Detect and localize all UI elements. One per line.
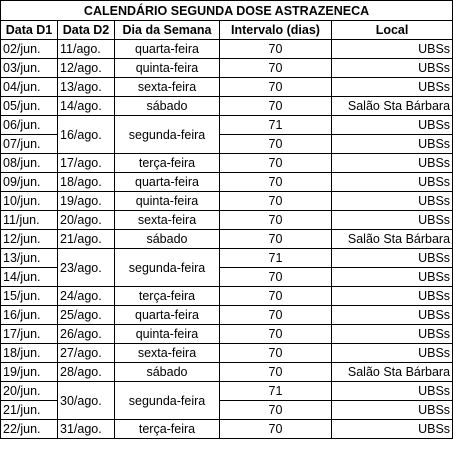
cell-dia-semana: sábado xyxy=(115,97,220,116)
cell-data-d2: 20/ago. xyxy=(58,211,115,230)
cell-dia-semana: quarta-feira xyxy=(115,173,220,192)
cell-data-d2: 21/ago. xyxy=(58,230,115,249)
cell-data-d1: 04/jun. xyxy=(1,78,58,97)
cell-data-d1: 05/jun. xyxy=(1,97,58,116)
cell-dia-semana: quinta-feira xyxy=(115,192,220,211)
cell-data-d1: 03/jun. xyxy=(1,59,58,78)
cell-intervalo: 70 xyxy=(220,78,332,97)
cell-local: UBSs xyxy=(332,382,453,401)
cell-intervalo: 70 xyxy=(220,97,332,116)
cell-dia-semana: segunda-feira xyxy=(115,116,220,154)
cell-data-d1: 08/jun. xyxy=(1,154,58,173)
table-body xyxy=(1,40,453,439)
cell-local: UBSs xyxy=(332,59,453,78)
cell-local: UBSs xyxy=(332,154,453,173)
cell-dia-semana: quinta-feira xyxy=(115,325,220,344)
cell-data-d2: 31/ago. xyxy=(58,420,115,439)
cell-data-d2: 27/ago. xyxy=(58,344,115,363)
table-row xyxy=(1,249,453,268)
cell-data-d2: 24/ago. xyxy=(58,287,115,306)
cell-intervalo: 71 xyxy=(220,249,332,268)
cell-data-d2: 16/ago. xyxy=(58,116,115,154)
cell-dia-semana: segunda-feira xyxy=(115,382,220,420)
cell-data-d1: 17/jun. xyxy=(1,325,58,344)
table-row xyxy=(1,154,453,173)
cell-intervalo: 71 xyxy=(220,382,332,401)
cell-local: UBSs xyxy=(332,344,453,363)
cell-intervalo: 70 xyxy=(220,135,332,154)
table-row xyxy=(1,173,453,192)
cell-intervalo: 70 xyxy=(220,287,332,306)
table-title: CALENDÁRIO SEGUNDA DOSE ASTRAZENECA xyxy=(1,1,453,21)
cell-local: UBSs xyxy=(332,192,453,211)
cell-intervalo: 70 xyxy=(220,192,332,211)
cell-local: Salão Sta Bárbara xyxy=(332,230,453,249)
header-data-d2: Data D2 xyxy=(58,21,115,40)
cell-local: UBSs xyxy=(332,135,453,154)
header-local: Local xyxy=(332,21,453,40)
cell-data-d1: 15/jun. xyxy=(1,287,58,306)
cell-local: UBSs xyxy=(332,173,453,192)
cell-data-d1: 22/jun. xyxy=(1,420,58,439)
cell-data-d2: 14/ago. xyxy=(58,97,115,116)
cell-dia-semana: sexta-feira xyxy=(115,78,220,97)
cell-intervalo: 70 xyxy=(220,363,332,382)
cell-data-d2: 26/ago. xyxy=(58,325,115,344)
cell-dia-semana: terça-feira xyxy=(115,420,220,439)
cell-data-d1: 20/jun. xyxy=(1,382,58,401)
table-row xyxy=(1,192,453,211)
cell-dia-semana: terça-feira xyxy=(115,287,220,306)
cell-local: UBSs xyxy=(332,40,453,59)
cell-dia-semana: sábado xyxy=(115,230,220,249)
cell-data-d2: 11/ago. xyxy=(58,40,115,59)
cell-intervalo: 70 xyxy=(220,154,332,173)
cell-data-d1: 21/jun. xyxy=(1,401,58,420)
cell-dia-semana: segunda-feira xyxy=(115,249,220,287)
cell-intervalo: 70 xyxy=(220,325,332,344)
cell-data-d1: 06/jun. xyxy=(1,116,58,135)
cell-intervalo: 70 xyxy=(220,268,332,287)
cell-data-d1: 18/jun. xyxy=(1,344,58,363)
header-data-d1: Data D1 xyxy=(1,21,58,40)
table-row xyxy=(1,344,453,363)
cell-intervalo: 70 xyxy=(220,401,332,420)
cell-local: Salão Sta Bárbara xyxy=(332,97,453,116)
cell-intervalo: 70 xyxy=(220,59,332,78)
cell-data-d1: 13/jun. xyxy=(1,249,58,268)
cell-intervalo: 70 xyxy=(220,420,332,439)
cell-dia-semana: quarta-feira xyxy=(115,306,220,325)
cell-data-d1: 16/jun. xyxy=(1,306,58,325)
cell-data-d1: 11/jun. xyxy=(1,211,58,230)
table-row xyxy=(1,420,453,439)
table-row xyxy=(1,59,453,78)
cell-dia-semana: sexta-feira xyxy=(115,211,220,230)
cell-intervalo: 70 xyxy=(220,230,332,249)
cell-data-d2: 19/ago. xyxy=(58,192,115,211)
cell-dia-semana: quarta-feira xyxy=(115,40,220,59)
cell-dia-semana: sexta-feira xyxy=(115,344,220,363)
cell-data-d2: 17/ago. xyxy=(58,154,115,173)
header-dia-semana: Dia da Semana xyxy=(115,21,220,40)
cell-intervalo: 71 xyxy=(220,116,332,135)
header-row xyxy=(1,21,453,40)
cell-dia-semana: terça-feira xyxy=(115,154,220,173)
cell-data-d2: 30/ago. xyxy=(58,382,115,420)
table-row xyxy=(1,97,453,116)
cell-local: UBSs xyxy=(332,211,453,230)
cell-local: UBSs xyxy=(332,325,453,344)
table-row xyxy=(1,363,453,382)
cell-local: UBSs xyxy=(332,116,453,135)
cell-data-d2: 28/ago. xyxy=(58,363,115,382)
header-intervalo: Intervalo (dias) xyxy=(220,21,332,40)
cell-data-d1: 02/jun. xyxy=(1,40,58,59)
cell-intervalo: 70 xyxy=(220,173,332,192)
cell-data-d1: 10/jun. xyxy=(1,192,58,211)
cell-local: UBSs xyxy=(332,401,453,420)
table-row xyxy=(1,230,453,249)
cell-local: Salão Sta Bárbara xyxy=(332,363,453,382)
cell-local: UBSs xyxy=(332,306,453,325)
cell-local: UBSs xyxy=(332,287,453,306)
cell-data-d2: 13/ago. xyxy=(58,78,115,97)
cell-data-d1: 19/jun. xyxy=(1,363,58,382)
cell-data-d2: 18/ago. xyxy=(58,173,115,192)
cell-data-d2: 25/ago. xyxy=(58,306,115,325)
cell-intervalo: 70 xyxy=(220,306,332,325)
table-row xyxy=(1,78,453,97)
table-row xyxy=(1,306,453,325)
cell-local: UBSs xyxy=(332,420,453,439)
table-row xyxy=(1,40,453,59)
table-row xyxy=(1,382,453,401)
table-row xyxy=(1,211,453,230)
cell-data-d2: 12/ago. xyxy=(58,59,115,78)
cell-data-d1: 12/jun. xyxy=(1,230,58,249)
cell-intervalo: 70 xyxy=(220,211,332,230)
cell-data-d1: 09/jun. xyxy=(1,173,58,192)
cell-data-d2: 23/ago. xyxy=(58,249,115,287)
cell-local: UBSs xyxy=(332,268,453,287)
table-row xyxy=(1,287,453,306)
cell-dia-semana: quinta-feira xyxy=(115,59,220,78)
cell-intervalo: 70 xyxy=(220,344,332,363)
cell-local: UBSs xyxy=(332,249,453,268)
cell-data-d1: 14/jun. xyxy=(1,268,58,287)
cell-dia-semana: sábado xyxy=(115,363,220,382)
cell-data-d1: 07/jun. xyxy=(1,135,58,154)
table-row xyxy=(1,325,453,344)
cell-local: UBSs xyxy=(332,78,453,97)
table-row xyxy=(1,116,453,135)
cell-intervalo: 70 xyxy=(220,40,332,59)
